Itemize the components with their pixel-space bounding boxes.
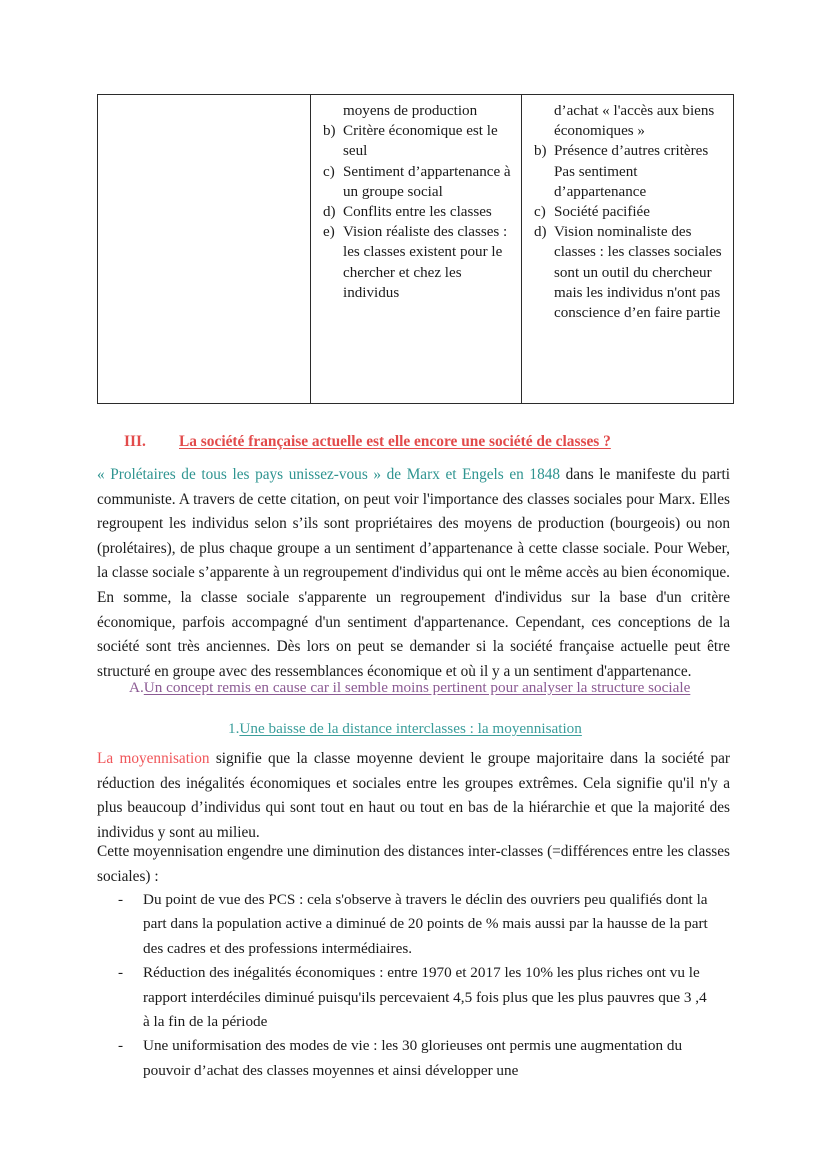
paragraph-moyennisation [97, 747, 730, 845]
dash-bullet-icon: - [118, 964, 124, 982]
heading-alpha-title: Un concept remis en cause car il semble moins pertinent pour analyser la structure sociale [143, 679, 691, 696]
table-cell-weber-content [522, 95, 733, 329]
list-item [317, 162, 513, 202]
paragraph-lead-in: Cette moyennisation engendre une diminution des distances inter-classes (=différences entre les classes sociales) : [97, 843, 730, 885]
list-marker: d) [534, 224, 547, 241]
heading-section-three [97, 432, 737, 452]
list-item [97, 888, 733, 961]
table-cell-left-empty [98, 95, 311, 404]
heading-alpha-number: A. [129, 679, 144, 696]
list-marker: d) [323, 204, 336, 221]
list-text: Vision nominaliste des classes : les classes sociales sont un outil du chercheur mais les individus n'ont pas conscience d’en faire partie [554, 224, 722, 322]
table-row [98, 95, 734, 404]
list-text: Critère économique est le seul [343, 123, 498, 160]
list-text: Une uniformisation des modes de vie : les 30 glorieuses ont permis une augmentation du pouvoir d’achat des classes moyennes et ainsi développer une [143, 1037, 683, 1079]
list-text: Du point de vue des PCS : cela s'observe à travers le déclin des ouvriers peu qualifiés dont la part dans la population active a diminué de 20 points de % mais aussi par la hausse de la part des cadres et des professions intermédiaires. [143, 891, 708, 957]
list-marker: c) [323, 163, 335, 180]
marx-criteria-list [317, 101, 513, 303]
dash-bullet-icon: - [118, 1037, 124, 1055]
list-text: Réduction des inégalités économiques : entre 1970 et 2017 les 10% les plus riches ont vu le rapport interdéciles diminué puisqu'ils percevaient 4,5 fois plus que les plus pauvres que 3 ,4 à la fin de la période [143, 964, 707, 1031]
list-text: d’achat « l'accès aux biens économiques » [554, 103, 715, 140]
list-text: Vision réaliste des classes : les classes existent pour le chercher et chez les individus [343, 224, 508, 301]
list-item [317, 101, 513, 121]
intro-quote: « Prolétaires de tous les pays unissez-vous » de Marx et Engels en 1848 [97, 466, 561, 483]
intro-rest: dans le manifeste du parti communiste. A travers de cette citation, on peut voir l'importance des classes sociales pour Marx. Elles regroupent les individus selon s’ils sont propriétaires des moyens de production (bourgeois) ou non (prolétaires), de plus chaque groupe a un sentiment d’appartenance à cette classe sociale. Pour Weber, la classe sociale s’apparente à un regroupement d'individus qui ont le même accès au bien économique. En somme, la classe sociale s'apparente un regroupement d'individus sur la base d'un critère économique, parfois accompagné d'un sentiment d'appartenance. Cependant, ces conceptions de la société sont très anciennes. Dès lors on peut se demander si la société française actuelle peut être structuré en groupe avec des ressemblances économique et où il y a un sentiment d'appartenance. [97, 466, 730, 680]
table-cell-marx [311, 95, 522, 404]
list-item [317, 222, 513, 303]
list-text: Sentiment d’appartenance à un groupe social [343, 163, 511, 200]
list-marker: b) [323, 123, 336, 140]
list-text: Société pacifiée [554, 204, 650, 221]
list-item [97, 1034, 733, 1083]
list-marker: b) [534, 143, 547, 160]
list-item [528, 141, 725, 161]
heading-arabic-title: Une baisse de la distance interclasses : la moyennisation [239, 720, 582, 737]
list-text: moyens de production [343, 103, 478, 119]
list-item [528, 202, 725, 222]
table-cell-weber [522, 95, 734, 404]
comparison-table [97, 94, 734, 404]
list-item [97, 961, 733, 1034]
list-marker: c) [534, 204, 546, 221]
heading-subsection-one [97, 718, 737, 739]
table-cell-marx-content [311, 95, 521, 309]
moyennisation-term: La moyennisation [97, 750, 210, 767]
dash-bullet-icon: - [118, 891, 124, 908]
paragraph-intro [97, 463, 730, 684]
heading-arabic-number: 1. [228, 720, 240, 737]
list-item [317, 121, 513, 161]
weber-criteria-list [528, 101, 725, 323]
dash-bullet-list [97, 888, 733, 1083]
list-item [528, 101, 725, 141]
list-text: Pas sentiment d’appartenance [554, 163, 647, 200]
moyennisation-rest: signifie que la classe moyenne devient le groupe majoritaire dans la société par réduction des inégalités économiques et sociales entre les groupes extrêmes. Cela signifie qu'il n'y a plus beaucoup d’individus qui sont tout en haut ou tout en bas de la hiérarchie et que la majorité des individus y sont au milieu. [97, 750, 731, 841]
list-item [528, 222, 725, 323]
heading-roman-number: III. [124, 433, 146, 450]
heading-roman-title: La société française actuelle est elle encore une société de classes ? [179, 433, 611, 450]
list-item [528, 162, 725, 202]
list-text: Présence d’autres critères [554, 143, 709, 160]
list-marker: e) [323, 224, 335, 241]
list-text: Conflits entre les classes [343, 204, 492, 221]
list-item [317, 202, 513, 222]
comparison-table-wrapper [97, 94, 730, 404]
table-cell-left-content [98, 95, 310, 107]
heading-subsection-a [97, 677, 737, 699]
